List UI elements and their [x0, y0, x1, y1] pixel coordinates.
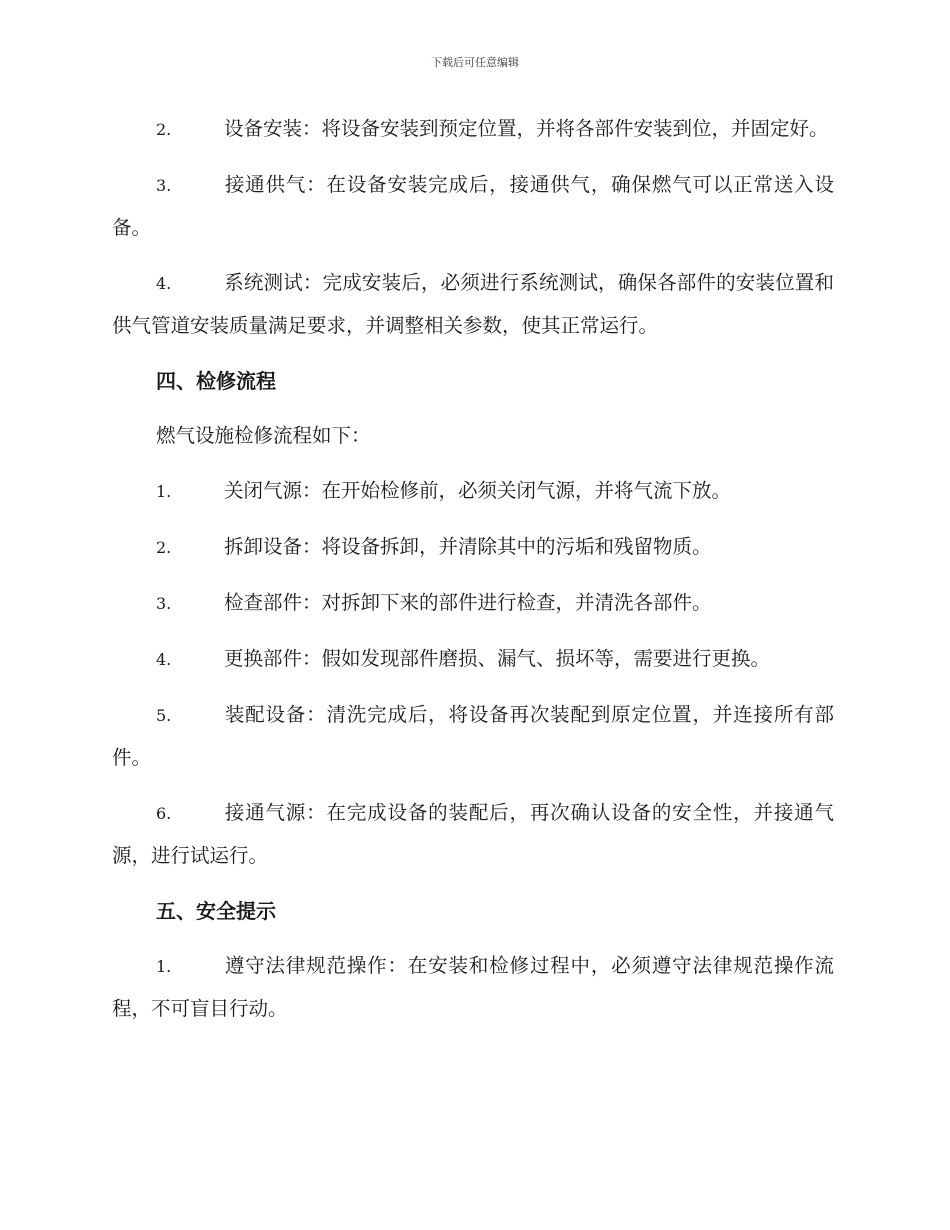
list-item-text: 系统测试：完成安装后，必须进行系统测试，确保各部件的安装位置和供气管道安装质量满足要求，并调整相关参数，使其正常运行。 [112, 271, 834, 337]
list-item-text: 拆卸设备：将设备拆卸，并清除其中的污垢和残留物质。 [224, 535, 712, 558]
list-item-text: 遵守法律规范操作：在安装和检修过程中，必须遵守法律规范操作流程，不可盲目行动。 [112, 954, 834, 1020]
document-body [112, 108, 834, 1043]
list-item [112, 262, 834, 347]
section-heading-maintenance: 四、检修流程 [156, 369, 276, 393]
list-item-number: 6. [156, 804, 172, 823]
list-item-text: 设备安装：将设备安装到预定位置，并将各部件安装到位，并固定好。 [224, 117, 829, 140]
page-header: 下载后可任意编辑 [431, 56, 519, 69]
list-item [112, 526, 834, 569]
list-item-text: 接通气源：在完成设备的装配后，再次确认设备的安全性，并接通气源，进行试运行。 [112, 801, 834, 867]
list-item-number: 4. [156, 650, 172, 669]
list-item-number: 2. [156, 538, 172, 557]
list-item [112, 792, 834, 877]
list-item [112, 694, 834, 779]
list-item-number: 4. [156, 274, 172, 293]
list-item [112, 164, 834, 249]
list-item-text: 关闭气源：在开始检修前，必须关闭气源，并将气流下放。 [224, 479, 732, 502]
list-item-number: 3. [156, 594, 172, 613]
section-heading-safety: 五、安全提示 [156, 899, 276, 923]
list-item [112, 470, 834, 513]
section-intro: 燃气设施检修流程如下： [156, 424, 371, 447]
list-item [112, 945, 834, 1030]
list-item [112, 108, 834, 151]
list-item-text: 接通供气：在设备安装完成后，接通供气，确保燃气可以正常送入设备。 [112, 173, 834, 239]
list-item [112, 582, 834, 625]
list-item [112, 638, 834, 681]
list-item-number: 5. [156, 706, 172, 725]
list-item-text: 检查部件：对拆卸下来的部件进行检查，并清洗各部件。 [224, 591, 712, 614]
list-item-number: 1. [156, 957, 172, 976]
list-item-text: 装配设备：清洗完成后，将设备再次装配到原定位置，并连接所有部件。 [112, 703, 834, 769]
list-item-number: 3. [156, 176, 172, 195]
list-item-text: 更换部件：假如发现部件磨损、漏气、损坏等，需要进行更换。 [224, 647, 771, 670]
list-item-number: 2. [156, 120, 172, 139]
list-item-number: 1. [156, 482, 172, 501]
